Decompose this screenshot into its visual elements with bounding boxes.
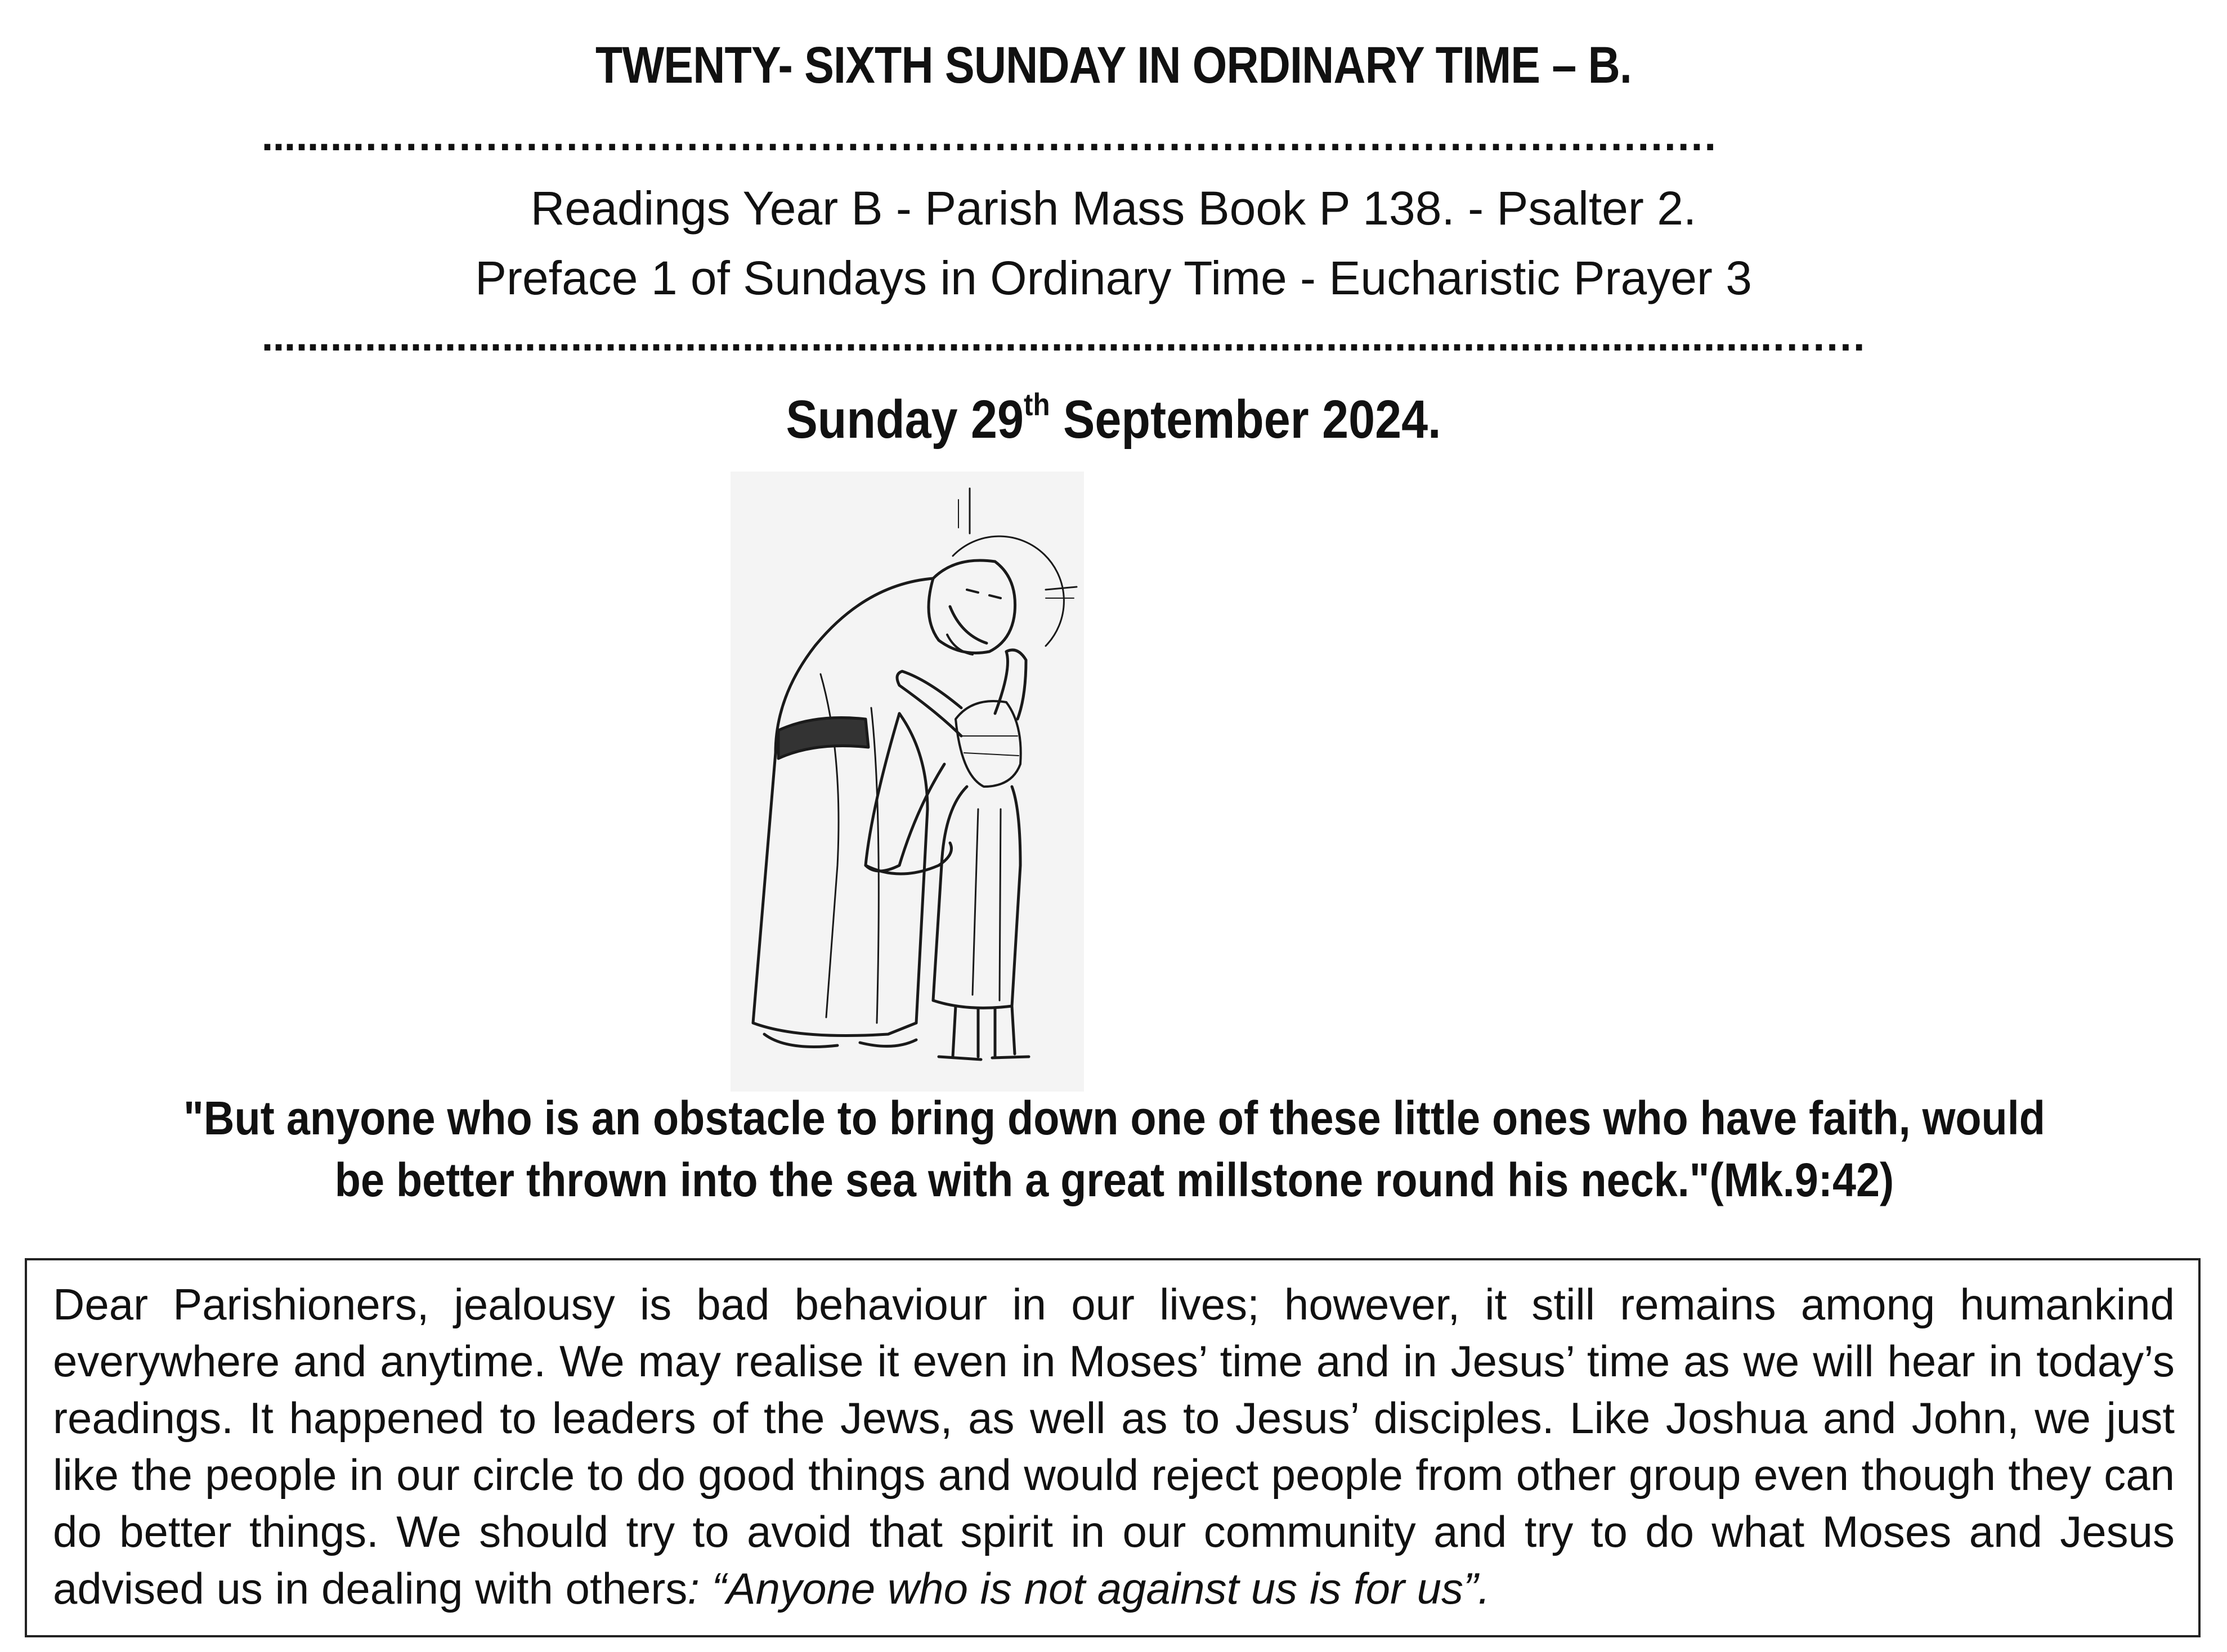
gospel-quote: "But anyone who is an obstacle to bring down one of these little ones who have faith, would be better thrown into the sea with a great millstone round his neck."(Mk.9:42) [183,1092,2045,1206]
dotted-separator-top: ………..................................................................................................... [262,119,1718,159]
sunday-date [133,386,2093,451]
message-body: Dear Parishioners, jealousy is bad behaviour in our lives; however, it still remains among humankind everywhere and anytime. We may realise it even in Moses’ time and in Jesus’ time as we will hear in today’s readings. It happened to leaders of the Jews, as well as to Jesus’ disciples. Like Joshua and John, we just like the people in our circle to do good things and would reject people from other group even though they can do better things. We should try to avoid that spirit in our community and try to do what Moses and Jesus advised us in dealing with others [53,1280,2175,1613]
date-prefix: Sunday 29 [786,389,1024,450]
dotted-separator-bottom: ……………………………………………………………………………………………………………………....... [262,320,1866,359]
message-paragraph [53,1276,2175,1617]
message-box [25,1258,2201,1637]
date-suffix: September 2024. [1050,389,1441,450]
jesus-embracing-child-icon [731,472,1084,1092]
page-title: TWENTY- SIXTH SUNDAY IN ORDINARY TIME – B. [595,37,1632,94]
preface-line: Preface 1 of Sundays in Ordinary Time - Eucharistic Prayer 3 [475,252,1752,304]
date-ordinal: th [1024,387,1050,422]
message-closing: : “Anyone who is not against us is for us”. [687,1564,1490,1613]
readings-line: Readings Year B - Parish Mass Book P 138. - Psalter 2. [530,182,1697,235]
